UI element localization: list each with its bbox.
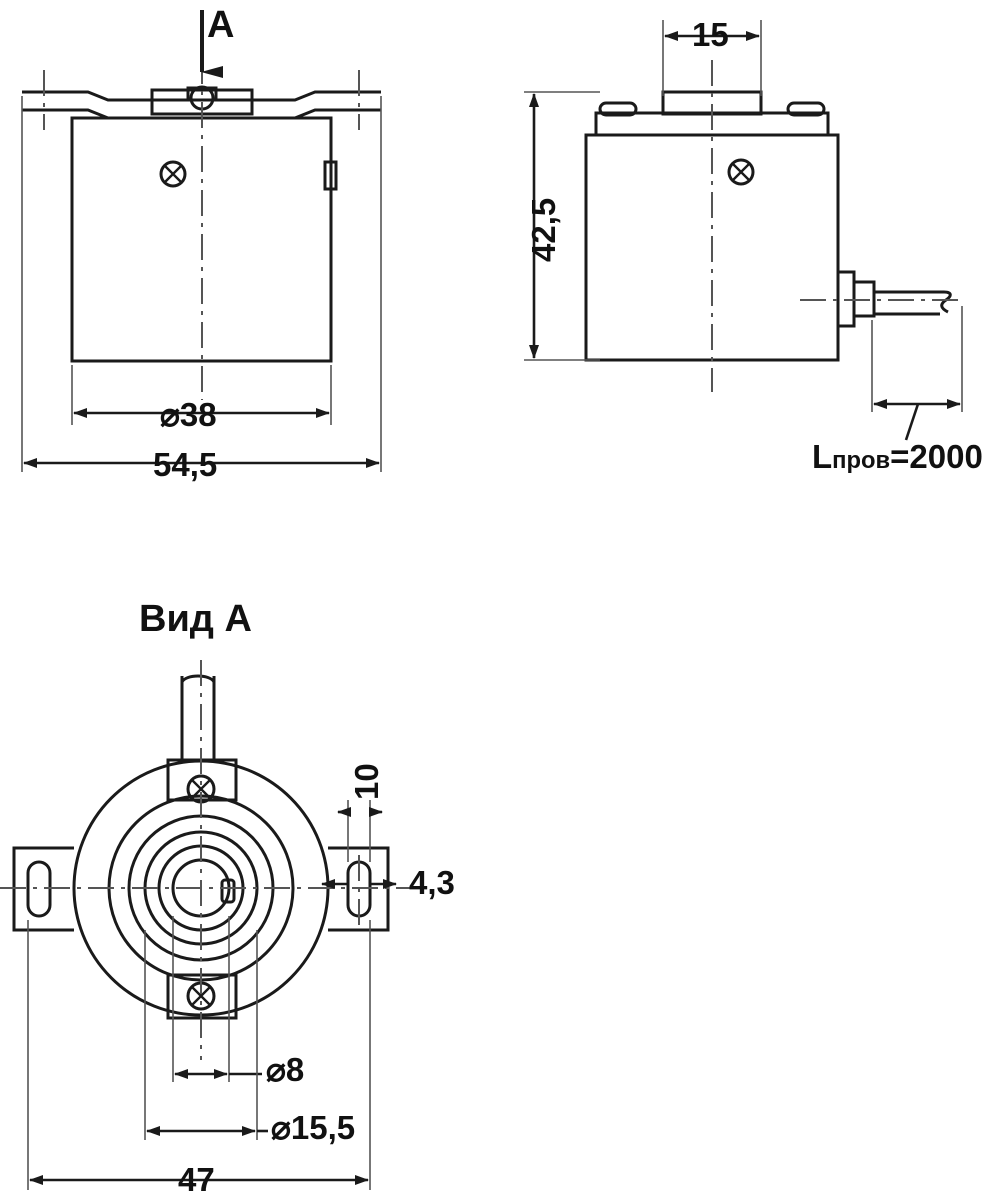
dim-label-width-54-5: 54,5 bbox=[153, 446, 218, 483]
dim-diameter-15-5 bbox=[145, 930, 268, 1140]
dim-label-width-47: 47 bbox=[178, 1161, 215, 1198]
front-view-centerlines bbox=[44, 58, 359, 400]
dim-label-diameter-15-5: ⌀15,5 bbox=[271, 1109, 356, 1146]
dim-label-slot-4-3: 4,3 bbox=[409, 864, 455, 901]
dim-cable-length bbox=[872, 306, 962, 440]
view-arrow-label-a: A bbox=[207, 4, 235, 46]
dim-label-diameter-38: ⌀38 bbox=[160, 396, 217, 433]
dim-label-top-15: 15 bbox=[692, 16, 729, 53]
cable-length-subscript: пров bbox=[832, 447, 891, 474]
dim-label-cable-length bbox=[812, 440, 983, 473]
cable-length-value: =2000 bbox=[890, 438, 983, 475]
side-view bbox=[586, 92, 950, 360]
dim-label-height-42-5: 42,5 bbox=[525, 197, 562, 262]
dim-label-diameter-8: ⌀8 bbox=[266, 1051, 305, 1088]
view-a-title: Вид A bbox=[139, 598, 252, 640]
dim-label-slot-10: 10 bbox=[348, 763, 385, 800]
cable-length-prefix: L bbox=[812, 438, 833, 475]
dim-slot-10 bbox=[338, 800, 382, 862]
